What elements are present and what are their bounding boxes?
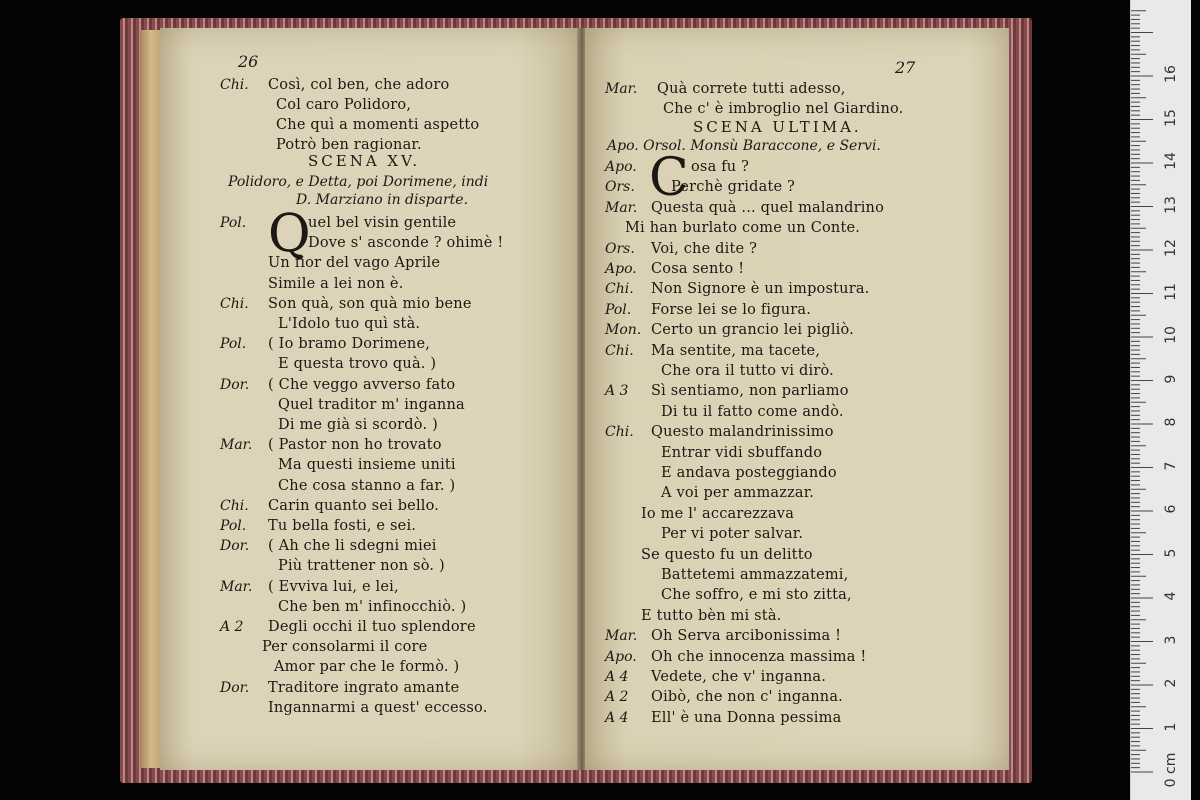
- verse-line: E tutto bèn mi stà.: [641, 607, 782, 624]
- verse-line: ( Ah che li sdegni miei: [268, 538, 437, 555]
- verse-line: Tu bella fosti, e sei.: [268, 518, 417, 534]
- verse-line: Questa quà ... quel malandrino: [651, 199, 885, 216]
- ruler-number: 16: [1163, 65, 1179, 83]
- ruler-number: 0 cm: [1163, 752, 1179, 788]
- speaker-label: Chi.: [605, 342, 634, 359]
- verse-line: Certo un grancio lei pigliò.: [651, 322, 854, 339]
- verse-line: L'Idolo tuo quì stà.: [278, 316, 421, 332]
- verse-line: E questa trovo quà. ): [278, 356, 437, 373]
- verse-line: Che c' è imbroglio nel Giardino.: [663, 101, 904, 117]
- verse-line: Voi, che dite ?: [651, 240, 758, 257]
- ruler-number: 12: [1163, 239, 1179, 257]
- speaker-label: Pol.: [605, 301, 632, 318]
- speaker-label: Pol.: [220, 336, 247, 353]
- verse-line: Col caro Polidoro,: [276, 97, 412, 113]
- verse-line: Che quì a momenti aspetto: [276, 117, 480, 133]
- speaker-label: Ors.: [605, 240, 635, 257]
- ruler-number: 13: [1163, 195, 1179, 214]
- verse-line: Un fior del vago Aprile: [268, 255, 441, 272]
- speaker-label: Apo.: [605, 648, 637, 665]
- verse-line: A voi per ammazzar.: [661, 485, 815, 502]
- ruler-number: 1: [1163, 722, 1179, 731]
- verse-line: ( Pastor non ho trovato: [268, 437, 442, 454]
- verse-line: Simile a lei non è.: [268, 275, 404, 292]
- verse-line: Entrar vidi sbuffando: [661, 444, 823, 461]
- verse-line: Che ben m' infinocchiò. ): [278, 598, 467, 615]
- speaker-label: Mar.: [605, 199, 638, 216]
- speaker-label: Dor.: [220, 538, 250, 555]
- dropcap-left: Q: [268, 204, 311, 264]
- verse-line: Perchè gridate ?: [671, 179, 796, 196]
- speaker-label: Mar.: [605, 81, 638, 97]
- speaker-label: A 4: [605, 669, 629, 685]
- verse-line: Che soffro, e mi sto zitta,: [661, 587, 852, 604]
- verse-line: Ma questi insieme uniti: [278, 457, 456, 474]
- verse-line: osa fu ?: [691, 159, 750, 175]
- speaker-label: Ors.: [605, 179, 635, 196]
- verse-line: Potrò ben ragionar.: [276, 137, 422, 153]
- verse-line: ( Evviva lui, e lei,: [268, 578, 399, 595]
- verse-line: uel bel visin gentile: [308, 215, 457, 231]
- verse-line: Che cosa stanno a far. ): [278, 477, 456, 494]
- ruler-number: 15: [1163, 108, 1179, 127]
- verse-line: Così, col ben, che adoro: [268, 77, 450, 93]
- stage-direction-left-2: D. Marziano in disparte.: [296, 192, 469, 208]
- verse-line: ( Che veggo avverso fato: [268, 376, 456, 393]
- right-page: [585, 28, 1009, 770]
- verse-line: Di me già si scordò. ): [278, 417, 438, 433]
- scene-title-right: SCENA ULTIMA.: [693, 118, 862, 136]
- verse-line: Quà correte tutti adesso,: [657, 81, 846, 97]
- speaker-label: A 3: [605, 383, 629, 400]
- dropcap-right: C: [649, 148, 689, 208]
- speaker-label: Mar.: [220, 437, 253, 454]
- verse-line: Amor par che le formò. ): [274, 659, 460, 676]
- verse-line: Questo malandrinissimo: [651, 424, 834, 441]
- speaker-label: Mon.: [605, 322, 642, 339]
- measurement-ruler: [1130, 0, 1191, 800]
- page-number-right: 27: [895, 58, 916, 77]
- left-page: [160, 28, 580, 770]
- ruler-number: 9: [1163, 374, 1179, 383]
- verse-line: Che ora il tutto vi dirò.: [661, 363, 834, 379]
- speaker-label: Chi.: [605, 281, 634, 298]
- verse-line: Quel traditor m' inganna: [278, 396, 465, 413]
- ruler-number: 6: [1163, 504, 1179, 514]
- verse-line: Forse lei se lo figura.: [651, 301, 812, 318]
- ruler-number: 11: [1163, 282, 1179, 301]
- verse-line: Vedete, che v' inganna.: [651, 669, 827, 685]
- ruler-ticks: [1131, 0, 1191, 800]
- verse-line: Non Signore è un impostura.: [651, 281, 870, 298]
- verse-line: Di tu il fatto come andò.: [661, 403, 844, 420]
- verse-line: Traditore ingrato amante: [268, 679, 460, 696]
- speaker-label: A 2: [605, 689, 629, 706]
- verse-line: Oh che innocenza massima !: [651, 648, 867, 665]
- speaker-label: Apo.: [605, 159, 637, 175]
- verse-line: Son quà, son quà mio bene: [268, 295, 472, 312]
- verse-line: Per vi poter salvar.: [661, 526, 804, 543]
- verse-line: Battetemi ammazzatemi,: [661, 567, 849, 583]
- ruler-number: 7: [1163, 461, 1179, 470]
- verse-line: Per consolarmi il core: [262, 639, 428, 656]
- verse-line: Oibò, che non c' inganna.: [651, 689, 843, 706]
- ruler-number: 2: [1163, 678, 1179, 688]
- speaker-label: Chi.: [220, 295, 249, 312]
- stage-direction-left-1: Polidoro, e Detta, poi Dorimene, indi: [228, 174, 489, 190]
- verse-line: Sì sentiamo, non parliamo: [651, 383, 849, 400]
- speaker-label: A 4: [605, 709, 629, 726]
- verse-line: Più trattener non sò. ): [278, 558, 445, 575]
- speaker-label: Pol.: [220, 518, 247, 534]
- verse-line: Cosa sento !: [651, 261, 745, 277]
- ruler-number: 4: [1163, 591, 1179, 601]
- stage-direction-right: Apo. Orsol. Monsù Baraccone, e Servi.: [607, 138, 881, 154]
- ruler-number: 8: [1163, 417, 1179, 427]
- verse-line: Ma sentite, ma tacete,: [651, 342, 821, 359]
- speaker-label: Dor.: [220, 679, 250, 696]
- speaker-label: A 2: [220, 619, 244, 635]
- speaker-label: Mar.: [605, 628, 638, 645]
- ruler-number: 14: [1163, 152, 1179, 170]
- verse-line: Se questo fu un delitto: [641, 546, 813, 563]
- verse-line: Degli occhi il tuo splendore: [268, 619, 476, 635]
- speaker-label: Pol.: [220, 215, 247, 231]
- speaker-label: Chi.: [220, 497, 249, 514]
- speaker-label: Mar.: [220, 578, 253, 595]
- verse-line: Io me l' accarezzava: [641, 505, 795, 522]
- verse-line: Ingannarmi a quest' eccesso.: [268, 699, 488, 716]
- verse-line: Dove s' asconde ? ohimè !: [308, 235, 504, 252]
- verse-line: ( Io bramo Dorimene,: [268, 336, 431, 353]
- ruler-number: 10: [1163, 326, 1179, 344]
- verse-line: Ell' è una Donna pessima: [651, 709, 842, 726]
- ruler-number: 5: [1163, 548, 1179, 557]
- speaker-label: Dor.: [220, 376, 250, 393]
- verse-line: Carin quanto sei bello.: [268, 497, 440, 514]
- speaker-label: Chi.: [605, 424, 634, 441]
- page-edges: [140, 30, 162, 768]
- verse-line: E andava posteggiando: [661, 465, 837, 481]
- scene-title-left: SCENA XV.: [308, 152, 421, 170]
- verse-line: Oh Serva arcibonissima !: [651, 628, 842, 645]
- speaker-label: Chi.: [220, 77, 249, 93]
- speaker-label: Apo.: [605, 261, 637, 277]
- page-number-left: 26: [238, 52, 259, 71]
- ruler-number: 3: [1163, 635, 1179, 644]
- verse-line: Mi han burlato come un Conte.: [625, 220, 861, 237]
